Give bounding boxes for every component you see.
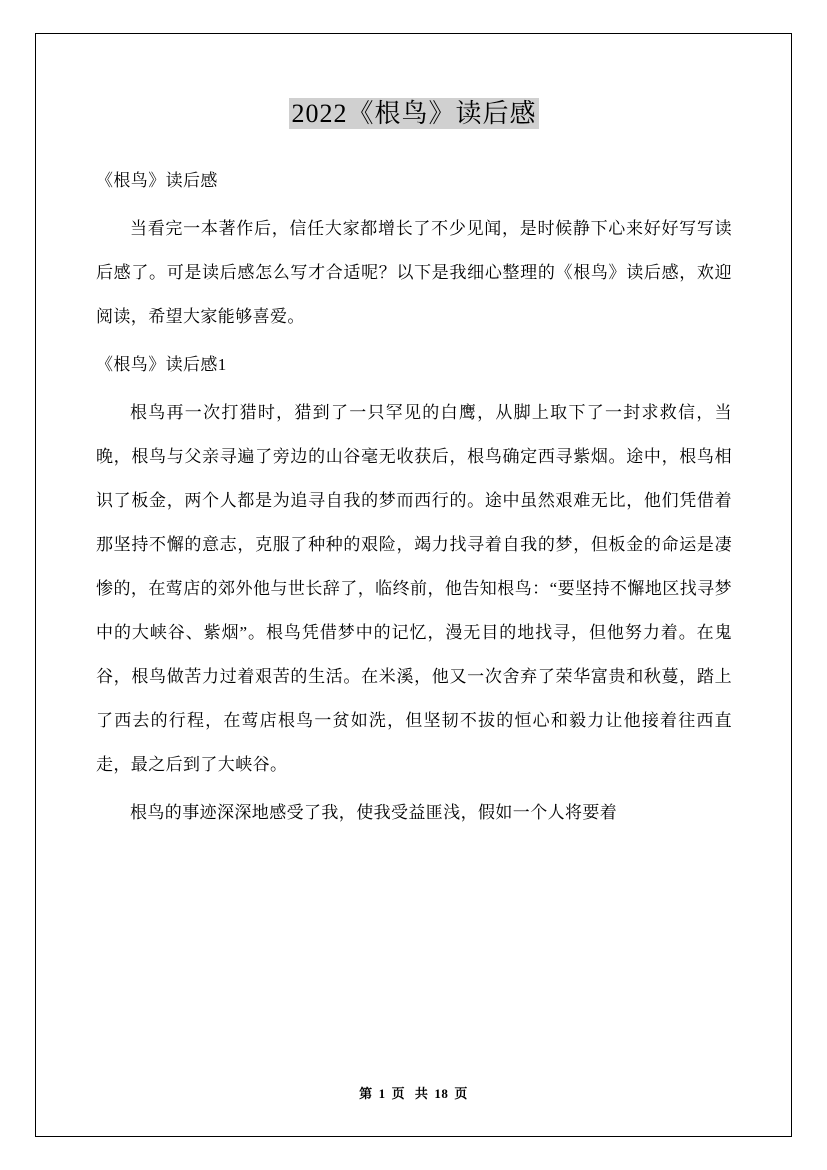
footer-total-number: 18 xyxy=(434,1086,449,1101)
paragraph-intro: 当看完一本著作后，信任大家都增长了不少见闻，是时候静下心来好好写写读后感了。可是读后感怎么写才合适呢？以下是我细心整理的《根鸟》读后感，欢迎阅读，希望大家能够喜爱。 xyxy=(96,219,732,326)
footer-page-label: 第 xyxy=(359,1086,373,1101)
footer-total-unit: 页 xyxy=(454,1086,468,1101)
paragraph-heading-line: 《根鸟》读后感 xyxy=(96,171,218,190)
paragraph-body-2: 根鸟的事迹深深地感受了我，使我受益匪浅，假如一个人将要着 xyxy=(130,803,618,822)
paragraph-subheading-1: 《根鸟》读后感1 xyxy=(96,355,227,374)
page-title-text: 2022《根鸟》读后感 xyxy=(291,99,537,128)
document-content xyxy=(96,70,732,839)
footer-page-unit: 页 xyxy=(391,1086,406,1101)
footer-page-number: 1 xyxy=(378,1086,386,1101)
page-footer xyxy=(0,1083,827,1102)
paragraph-body-1: 根鸟再一次打猎时，猎到了一只罕见的白鹰，从脚上取下了一封求救信，当晚，根鸟与父亲寻遍了旁边的山谷毫无收获后，根鸟确定西寻紫烟。途中，根鸟相识了板金，两个人都是为追寻自我的梦而西行的。途中虽然艰难无比，他们凭借着那坚持不懈的意志，克服了种种的艰险，竭力找寻着自我的梦，但板金的命运是凄惨的，在莺店的郊外他与世长辞了，临终前，他告知根鸟：“要坚持不懈地区找寻梦中的大峡谷、紫烟”。根鸟凭借梦中的记忆，漫无目的地找寻，但他努力着。在鬼谷，根鸟做苦力过着艰苦的生活。在米溪，他又一次舍弃了荣华富贵和秋蔓，踏上了西去的行程，在莺店根鸟一贫如洗，但坚韧不拔的恒心和毅力让他接着往西直走，最之后到了大峡谷。 xyxy=(96,403,732,774)
page-title xyxy=(96,94,732,133)
footer-total-label: 共 xyxy=(414,1086,429,1101)
